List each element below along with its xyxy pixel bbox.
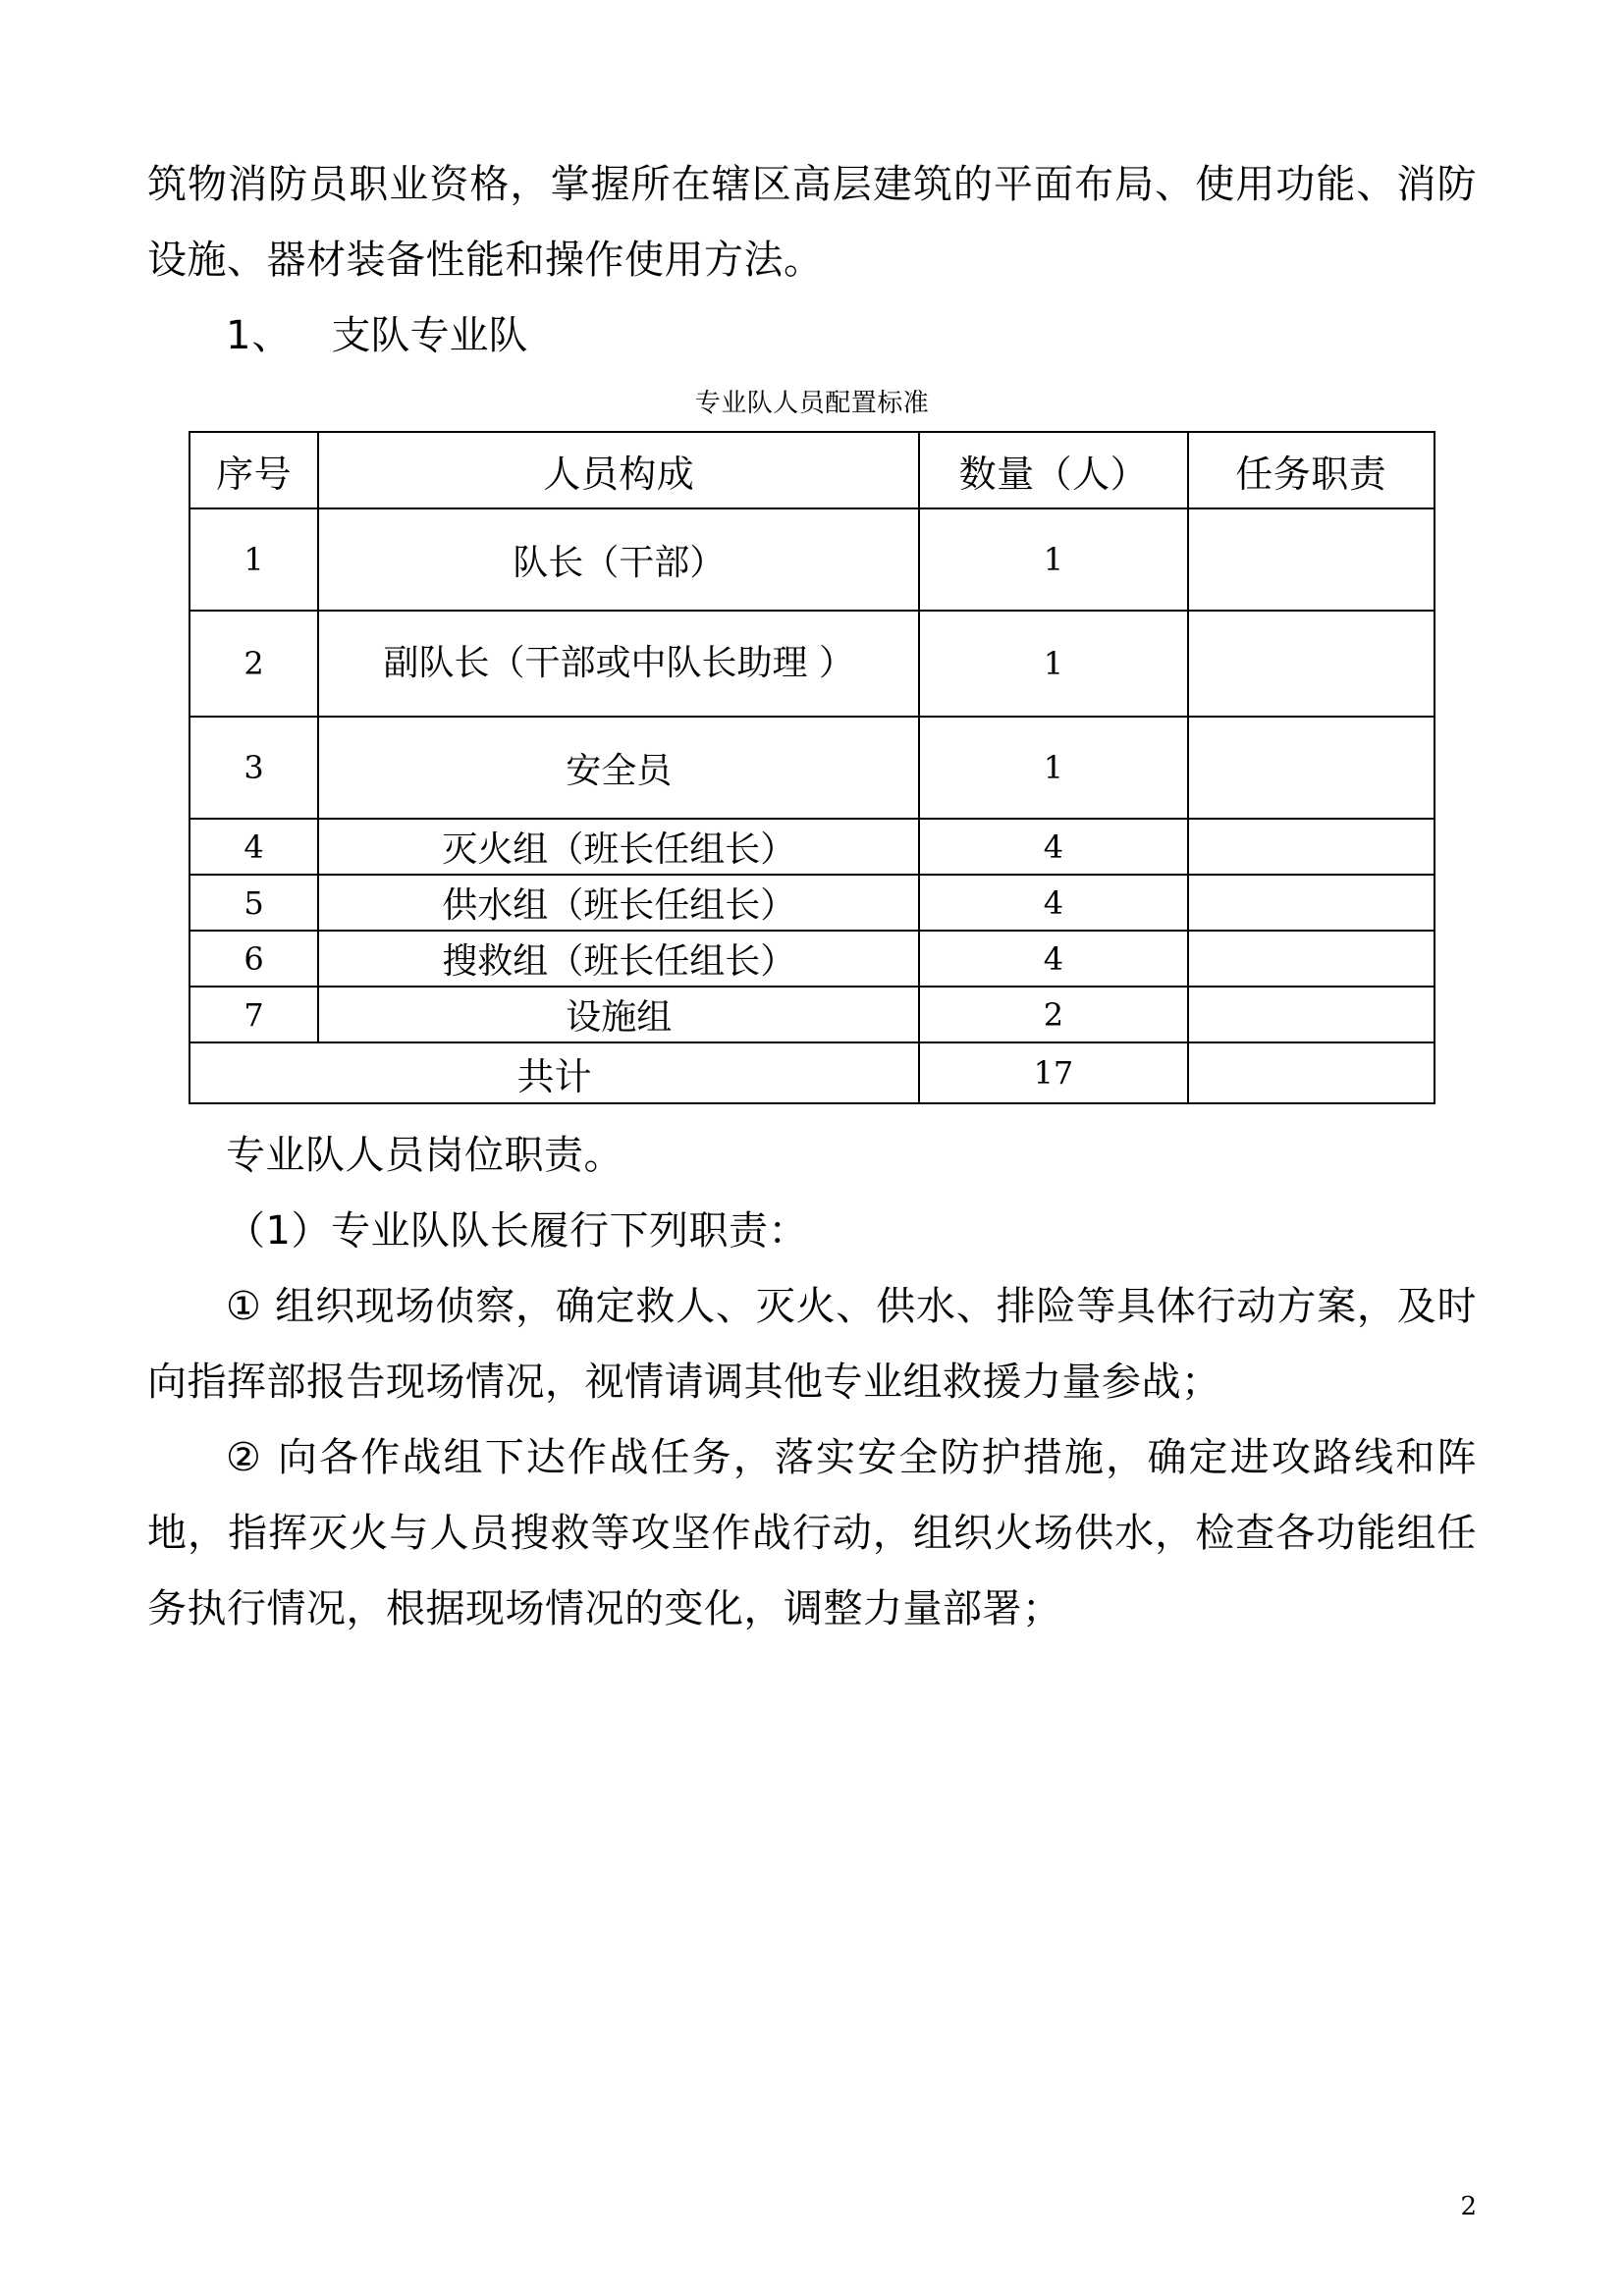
cell-duty	[1188, 931, 1435, 987]
cell-quantity: 4	[919, 875, 1187, 931]
cell-index: 3	[189, 717, 318, 819]
cell-index: 4	[189, 819, 318, 875]
table-total-row	[189, 1042, 1435, 1103]
cell-quantity: 1	[919, 717, 1187, 819]
cell-duty	[1188, 819, 1435, 875]
header-composition: 人员构成	[318, 432, 919, 508]
cell-composition: 搜救组（班长任组长）	[318, 931, 919, 987]
table-caption: 专业队人员配置标准	[694, 389, 930, 418]
table-header	[189, 432, 1435, 508]
cell-index: 6	[189, 931, 318, 987]
paragraph-duties-intro: 专业队人员岗位职责。	[226, 1133, 623, 1178]
cell-quantity: 2	[919, 987, 1187, 1042]
paragraph-duty-circle-1: ① 组织现场侦察，确定救人、灭火、供水、排险等具体行动方案，及时向指挥部报告现场情况，视情请调其他专业组救援力量参战；	[147, 1284, 1477, 1405]
table-row	[189, 931, 1435, 987]
table-row	[189, 508, 1435, 611]
table-row	[189, 819, 1435, 875]
section-heading	[147, 298, 1477, 374]
paragraph-duty-circle-2: ② 向各作战组下达作战任务，落实安全防护措施，确定进攻路线和阵地，指挥灭火与人员搜救等攻坚作战行动，组织火场供水，检查各功能组任务执行情况，根据现场情况的变化，调整力量部署；	[147, 1435, 1477, 1631]
table-row	[189, 611, 1435, 717]
cell-index: 5	[189, 875, 318, 931]
header-index: 序号	[189, 432, 318, 508]
cell-quantity: 4	[919, 931, 1187, 987]
cell-duty	[1188, 508, 1435, 611]
cell-quantity: 1	[919, 611, 1187, 717]
cell-composition: 供水组（班长任组长）	[318, 875, 919, 931]
table-row	[189, 987, 1435, 1042]
paragraph-item-1: （1）专业队队长履行下列职责：	[226, 1208, 808, 1254]
table-row	[189, 717, 1435, 819]
cell-composition: 设施组	[318, 987, 919, 1042]
cell-composition: 队长（干部）	[318, 508, 919, 611]
paragraph-continuation: 筑物消防员职业资格，掌握所在辖区高层建筑的平面布局、使用功能、消防设施、器材装备性能和操作使用方法。	[147, 162, 1477, 283]
table-body	[189, 508, 1435, 1103]
cell-total-label: 共计	[189, 1042, 919, 1103]
cell-duty	[1188, 611, 1435, 717]
cell-composition: 安全员	[318, 717, 919, 819]
table-header-row	[189, 432, 1435, 508]
cell-index: 7	[189, 987, 318, 1042]
cell-composition: 灭火组（班长任组长）	[318, 819, 919, 875]
cell-composition: 副队长（干部或中队长助理 ）	[318, 611, 919, 717]
cell-duty	[1188, 717, 1435, 819]
cell-total-duty	[1188, 1042, 1435, 1103]
cell-index: 1	[189, 508, 318, 611]
cell-duty	[1188, 875, 1435, 931]
table-row	[189, 875, 1435, 931]
section-heading-number: 1、	[226, 313, 293, 358]
page-number: 2	[1460, 2192, 1477, 2221]
header-quantity: 数量（人）	[919, 432, 1187, 508]
cell-total-quantity: 17	[919, 1042, 1187, 1103]
cell-duty	[1188, 987, 1435, 1042]
cell-quantity: 4	[919, 819, 1187, 875]
section-heading-title: 支队专业队	[331, 313, 528, 358]
personnel-configuration-table	[189, 431, 1435, 1104]
cell-index: 2	[189, 611, 318, 717]
header-duty: 任务职责	[1188, 432, 1435, 508]
cell-quantity: 1	[919, 508, 1187, 611]
